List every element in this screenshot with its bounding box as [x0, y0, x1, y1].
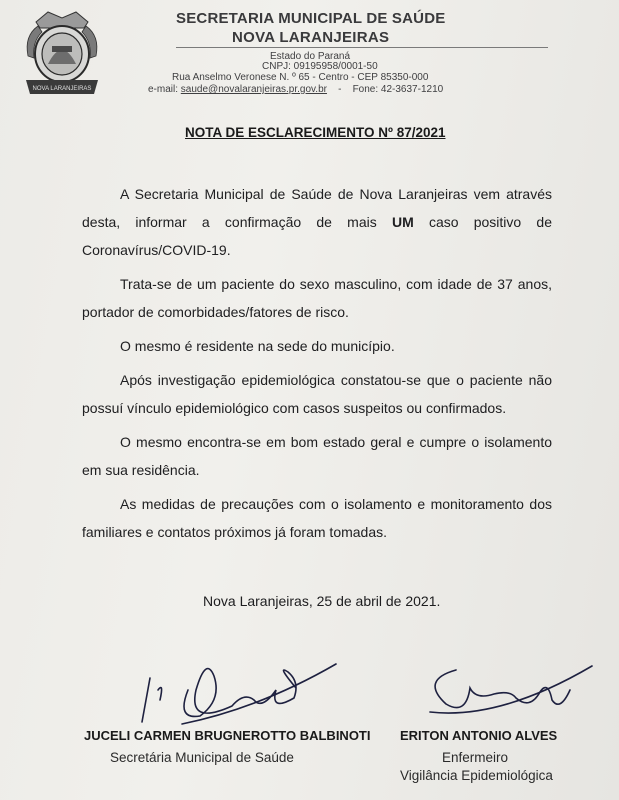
header-cnpj: CNPJ: 09195958/0001-50 — [262, 61, 378, 72]
svg-text:NOVA LARANJEIRAS: NOVA LARANJEIRAS — [32, 86, 92, 92]
email-link[interactable]: saude@novalaranjeiras.pr.gov.br — [180, 84, 327, 95]
header-address: Rua Anselmo Veronese N. º 65 - Centro - CEP 85350-000 — [172, 72, 429, 83]
paragraph-5: O mesmo encontra-se em bom estado geral e cumpre o isolamento em sua residência. — [82, 434, 552, 478]
signature-1-initial — [142, 678, 162, 722]
document-title: NOTA DE ESCLARECIMENTO Nº 87/2021 — [185, 125, 446, 140]
phone-separator: - — [338, 84, 342, 95]
document-body — [82, 180, 552, 552]
municipal-crest-icon — [22, 6, 102, 102]
paragraph-3: O mesmo é residente na sede do município. — [120, 338, 395, 354]
phone-number: Fone: 42-3637-1210 — [352, 84, 444, 95]
date-line: Nova Laranjeiras, 25 de abril de 2021. — [203, 593, 441, 609]
paragraph-6: As medidas de precauções com o isolamento e monitoramento dos familiares e contatos próximos já foram tomadas. — [82, 496, 552, 540]
header-title: SECRETARIA MUNICIPAL DE SAÚDE — [176, 10, 446, 27]
signature-1-flourish — [184, 669, 296, 717]
header-divider — [176, 47, 548, 48]
email-label: e-mail: — [148, 84, 179, 95]
header-contact — [148, 84, 443, 95]
signatory-1-name: JUCELI CARMEN BRUGNEROTTO BALBINOTI — [84, 728, 371, 743]
signatory-2-department: Vigilância Epidemiológica — [400, 768, 553, 783]
signatory-1-role: Secretária Municipal de Saúde — [110, 750, 294, 765]
signatory-2-name: ERITON ANTONIO ALVES — [400, 728, 558, 743]
signature-1-stroke — [182, 664, 336, 724]
emphasis-count: UM — [391, 214, 414, 230]
header-state: Estado do Paraná — [270, 51, 351, 62]
paragraph-4: Após investigação epidemiológica constatou-se que o paciente não possuí vínculo epidemiológico com casos suspeitos ou confirmados. — [82, 372, 552, 416]
paragraph-1: A Secretaria Municipal de Saúde de Nova Laranjeiras vem através desta, informar a confirmação de mais UM caso positivo de Coronavírus/COVID-19. — [82, 186, 552, 258]
signature-2-flourish — [435, 670, 570, 708]
signature-2-stroke — [430, 666, 592, 713]
signatory-2-role: Enfermeiro — [442, 750, 509, 765]
paragraph-2: Trata-se de um paciente do sexo masculino, com idade de 37 anos, portador de comorbidades/fatores de risco. — [82, 276, 552, 320]
header-city: NOVA LARANJEIRAS — [232, 29, 390, 46]
